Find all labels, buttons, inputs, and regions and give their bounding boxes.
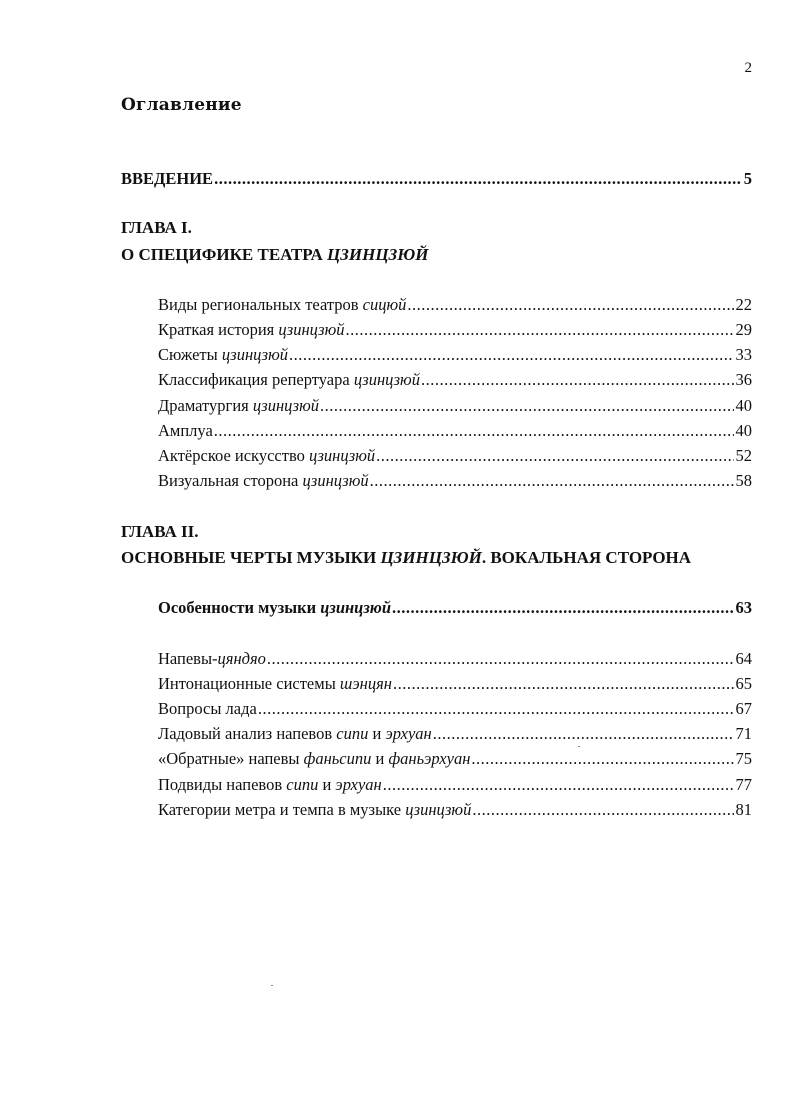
entry-title — [158, 649, 266, 669]
entry-text: Классификация репертуара — [158, 370, 354, 389]
toc-entry[interactable] — [158, 320, 752, 340]
entry-page: 71 — [735, 724, 752, 743]
entry-title — [158, 345, 288, 365]
entry-italic: цзинцзюй — [221, 345, 288, 364]
toc-entry[interactable] — [158, 800, 752, 820]
entry-page: 5 — [743, 169, 752, 188]
toc-entry[interactable] — [158, 446, 752, 466]
chapter-1-number: ГЛАВА I. — [121, 218, 192, 237]
entry-page: 64 — [735, 649, 752, 668]
entry-title — [158, 446, 375, 466]
entry-text: и — [318, 775, 336, 794]
entry-italic: сицюй — [362, 295, 407, 314]
chapter-title-italic: ЦЗИНЦЗЮЙ — [327, 245, 429, 264]
entry-page: 40 — [735, 396, 752, 415]
entry-text: Визуальная сторона — [158, 471, 303, 490]
entry-text: Ладовый анализ напевов — [158, 724, 337, 743]
entry-text: Особенности музыки — [158, 598, 321, 617]
entry-italic: цзинцзюй — [302, 471, 369, 490]
entry-title — [158, 775, 382, 795]
entry-page: 77 — [735, 775, 752, 794]
entry-page: 40 — [735, 421, 752, 440]
toc-entry[interactable] — [158, 724, 752, 744]
chapter-2-number: ГЛАВА II. — [121, 522, 199, 541]
toc-entry[interactable] — [158, 421, 752, 441]
entry-italic: шэнцян — [339, 674, 392, 693]
toc-entry[interactable] — [158, 775, 752, 795]
entry-text: и — [371, 749, 389, 768]
entry-italic: цзинцзюй — [353, 370, 420, 389]
dot-leader — [214, 421, 734, 441]
toc-entry[interactable] — [158, 699, 752, 719]
dot-leader — [471, 749, 733, 769]
toc-entry[interactable] — [158, 674, 752, 694]
dot-leader — [407, 295, 733, 315]
entry-title — [158, 724, 432, 744]
entry-page: 29 — [735, 320, 752, 339]
toc-entry[interactable] — [158, 396, 752, 416]
entry-text: Актёрское искусство — [158, 446, 309, 465]
entry-page: 22 — [735, 295, 752, 314]
dot-leader — [345, 320, 733, 340]
dot-leader — [472, 800, 733, 820]
entry-title: ВВЕДЕНИЕ — [121, 169, 214, 188]
scan-speck — [271, 985, 273, 986]
dot-leader — [267, 649, 734, 669]
chapter-1-title[interactable] — [121, 245, 428, 265]
entry-title — [158, 699, 257, 719]
toc-entry-introduction[interactable] — [121, 169, 752, 189]
entry-italic: цзинцзюй — [278, 320, 345, 339]
entry-page: 81 — [735, 800, 752, 819]
entry-text: Напевы- — [158, 649, 218, 668]
entry-text: Сюжеты — [158, 345, 222, 364]
entry-page: 36 — [735, 370, 752, 389]
entry-italic: фаньэрхуан — [388, 749, 471, 768]
entry-italic: цяндяо — [217, 649, 266, 668]
entry-italic: цзинцзюй — [252, 396, 319, 415]
entry-italic: эрхуан — [335, 775, 382, 794]
dot-leader — [214, 169, 742, 189]
entry-italic: сипи — [336, 724, 369, 743]
toc-entry[interactable] — [158, 370, 752, 390]
dot-leader — [392, 598, 733, 618]
entry-text: «Обратные» напевы — [158, 749, 304, 768]
dot-leader — [383, 775, 734, 795]
entry-page: 33 — [735, 345, 752, 364]
entry-page: 52 — [735, 446, 752, 465]
entry-page: 58 — [735, 471, 752, 490]
entry-title — [158, 471, 369, 491]
entry-title — [158, 396, 319, 416]
chapter-title-italic: ЦЗИНЦЗЮЙ — [380, 548, 482, 567]
entry-page: 63 — [735, 598, 752, 617]
entry-italic: эрхуан — [385, 724, 432, 743]
entry-italic: фаньсипи — [303, 749, 372, 768]
chapter-title-suffix: . ВОКАЛЬНАЯ СТОРОНА — [481, 548, 692, 567]
chapter-2-title[interactable] — [121, 548, 691, 568]
chapter-title-text: О СПЕЦИФИКЕ ТЕАТРА — [121, 245, 328, 264]
toc-entry[interactable] — [158, 749, 752, 769]
entry-text: Краткая история — [158, 320, 279, 339]
entry-page: 65 — [735, 674, 752, 693]
entry-title — [158, 295, 406, 315]
entry-title — [158, 320, 344, 340]
entry-italic: цзинцзюй — [405, 800, 472, 819]
entry-title — [158, 370, 420, 390]
entry-italic: цзинцзюй — [320, 598, 392, 617]
entry-title — [158, 800, 471, 820]
entry-title — [158, 421, 213, 441]
toc-section[interactable] — [158, 598, 752, 618]
entry-title — [158, 674, 392, 694]
toc-entry[interactable] — [158, 649, 752, 669]
page-number: 2 — [744, 60, 752, 76]
dot-leader — [376, 446, 733, 466]
entry-text: Подвиды напевов — [158, 775, 287, 794]
entry-page: 67 — [735, 699, 752, 718]
entry-text: и — [368, 724, 386, 743]
dot-leader — [433, 724, 734, 744]
entry-text: Вопросы лада — [158, 699, 257, 718]
chapter-title-text: ОСНОВНЫЕ ЧЕРТЫ МУЗЫКИ — [121, 548, 381, 567]
scan-speck — [578, 746, 580, 747]
entry-italic: сипи — [286, 775, 319, 794]
toc-entry[interactable] — [158, 471, 752, 491]
entry-italic: цзинцзюй — [309, 446, 376, 465]
entry-title — [158, 598, 391, 618]
entry-text: Амплуа — [158, 421, 213, 440]
dot-leader — [393, 674, 734, 694]
entry-title — [158, 749, 470, 769]
dot-leader — [370, 471, 734, 491]
entry-text: Виды региональных театров — [158, 295, 363, 314]
dot-leader — [289, 345, 734, 365]
toc-entry[interactable] — [158, 345, 752, 365]
dot-leader — [320, 396, 734, 416]
entry-page: 75 — [735, 749, 752, 768]
dot-leader — [258, 699, 734, 719]
entry-text: Драматургия — [158, 396, 253, 415]
toc-entry[interactable] — [158, 295, 752, 315]
entry-text: Категории метра и темпа в музыке — [158, 800, 406, 819]
toc-title: Оглавление — [121, 95, 242, 115]
entry-text: Интонационные системы — [158, 674, 340, 693]
dot-leader — [421, 370, 734, 390]
